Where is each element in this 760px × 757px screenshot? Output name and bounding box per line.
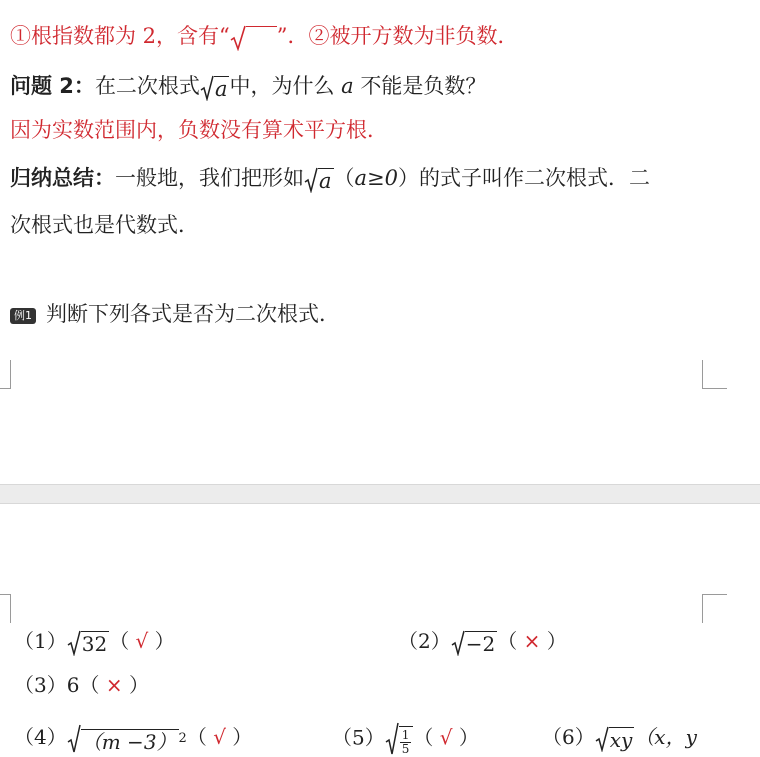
summary-text-a: 一般地，我们把形如 (115, 166, 304, 190)
item-4 (14, 722, 252, 754)
item-5-open: （ (413, 725, 434, 750)
item-6-radicand: xy (609, 727, 633, 752)
item-6-num: （6） (542, 725, 595, 749)
item-2-radicand: −2 (465, 631, 496, 656)
item-6-tail: （x，y (634, 725, 697, 749)
answer-line-1 (10, 22, 519, 51)
item-1-open: （ (109, 629, 130, 653)
item-5-numerator: 1 (401, 728, 410, 742)
item-2-sqrt (451, 630, 497, 656)
item-1-num: （1） (14, 629, 67, 653)
item-5-denominator: 5 (401, 742, 410, 756)
example-text: 判断下列各式是否为二次根式． (46, 302, 340, 326)
page-corner-mark-top-left (0, 594, 11, 623)
item-2-cross-mark: × (523, 629, 541, 653)
question-2-text-b: 中，为什么 (229, 74, 335, 98)
summary-line-1 (10, 164, 650, 193)
item-6-sqrt (595, 726, 635, 752)
summary-text-b: 的式子叫作二次根式．二 (419, 166, 651, 190)
radical-symbol (230, 25, 277, 51)
page-corner-mark-bottom-left (0, 360, 11, 389)
item-5-fraction (400, 729, 412, 756)
item-1 (14, 626, 175, 656)
question-2-label: 问题 2： (10, 74, 95, 98)
item-6 (542, 722, 697, 752)
item-5 (332, 722, 479, 756)
item-2-close: ） (546, 629, 567, 653)
answer-line-1-text-b: ”．②被开方数为非负数． (276, 24, 519, 48)
example-badge: 例1 (10, 308, 36, 324)
question-2-text-c: 不能是负数？ (360, 74, 487, 98)
summary-paren-open: （ (333, 166, 355, 190)
item-5-sqrt (385, 722, 414, 756)
question-2-text-a: 在二次根式 (94, 74, 200, 98)
item-3-close: ） (128, 673, 149, 697)
summary-line-2: 次根式也是代数式． (10, 213, 199, 237)
page-corner-mark-bottom-right (702, 360, 727, 389)
summary-condition: a≥0 (354, 166, 399, 190)
answer-line-1-text-a: ①根指数都为 2，含有“ (10, 24, 230, 48)
item-1-close: ） (154, 629, 175, 653)
page-gap (0, 484, 760, 504)
item-4-exponent: 2 (178, 730, 187, 746)
question-2-var: a (341, 74, 354, 98)
item-1-radicand: 32 (81, 631, 108, 656)
item-4-num: （4） (14, 725, 67, 749)
item-4-open: （ (186, 725, 207, 749)
item-4-sqrt (67, 724, 187, 754)
item-3 (14, 670, 149, 700)
item-5-close: ） (458, 725, 479, 750)
page-corner-mark-top-right (702, 594, 727, 623)
sqrt-a-summary-radicand: a (319, 168, 332, 193)
summary-label: 归纳总结： (10, 166, 115, 190)
item-3-num: （3） (14, 673, 67, 697)
item-2-num: （2） (398, 629, 451, 653)
question-2 (10, 72, 486, 101)
item-3-expr: 6 (66, 673, 80, 697)
item-4-close: ） (232, 725, 253, 749)
sqrt-a-radicand: a (214, 76, 228, 101)
sqrt-a-summary (304, 167, 334, 193)
sqrt-a (200, 75, 230, 101)
item-2 (398, 626, 567, 656)
item-5-check-mark: √ (439, 725, 453, 750)
item-2-open: （ (497, 629, 518, 653)
item-4-radicand: （m −3） (81, 729, 177, 754)
item-1-sqrt (67, 630, 109, 656)
item-5-num: （5） (332, 725, 385, 750)
item-4-check-mark: √ (213, 725, 226, 749)
example-1 (10, 300, 340, 328)
document-page-2 (0, 504, 760, 757)
item-1-check-mark: √ (135, 629, 149, 653)
answer-2: 因为实数范围内，负数没有算术平方根． (10, 118, 388, 142)
summary-paren-close: ） (398, 166, 420, 190)
item-3-cross-mark: × (105, 673, 123, 697)
item-3-open: （ (79, 673, 100, 697)
